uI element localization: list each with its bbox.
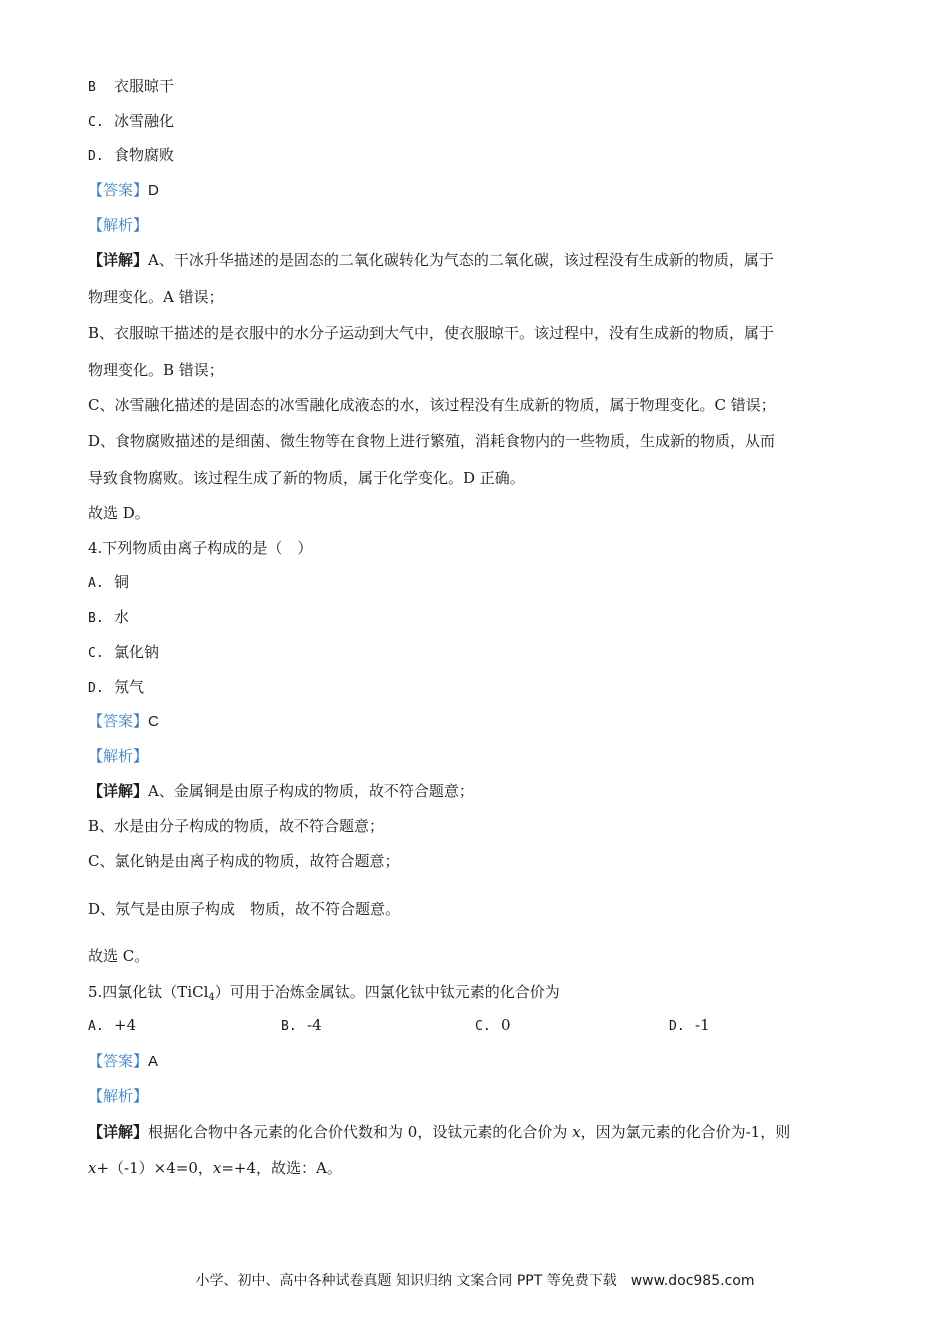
detail-text: =+4，故选：A。 (221, 1159, 342, 1177)
option-key: C. (88, 115, 104, 130)
q4-detail-d: D、氖气是由原子构成 物质，故不符合题意。 (88, 900, 401, 918)
q4-option-b (88, 607, 129, 629)
answer-value: A (148, 1053, 159, 1070)
q4-detail-c: C、氯化钠是由离子构成的物质，故符合题意； (88, 852, 400, 870)
page-footer: 小学、初中、高中各种试卷真题 知识归纳 文案合同 PPT 等免费下载 www.doc985.com (195, 1273, 755, 1289)
q4-analysis (88, 746, 148, 766)
option-key: B. (88, 611, 104, 626)
variable-x: x (212, 1159, 222, 1177)
analysis-label: 【解析】 (88, 1087, 149, 1105)
option-text: 氖气 (114, 678, 145, 696)
q5-detail-line2 (88, 1158, 342, 1178)
option-text: 0 (501, 1016, 511, 1034)
q4-answer (88, 711, 159, 732)
variable-x: x (88, 1159, 97, 1177)
q5-question (88, 982, 560, 1008)
option-text: 食物腐败 (114, 146, 175, 164)
q3-detail-line7: 导致食物腐败。该过程生成了新的物质，属于化学变化。D 正确。 (88, 469, 525, 487)
q3-option-b (88, 76, 174, 98)
detail-text: ，因为氯元素的化合价为-1，则 (580, 1123, 791, 1141)
option-key: A. (88, 1019, 104, 1034)
detail-label: 【详解】 (88, 782, 149, 800)
q5-option-a (88, 1016, 136, 1034)
q3-option-d (88, 145, 174, 167)
option-text: -1 (695, 1016, 710, 1034)
option-text: 冰雪融化 (114, 112, 175, 130)
q5-detail-line1 (88, 1122, 790, 1142)
option-key: B (88, 80, 96, 95)
question-text-post: ）可用于冶炼金属钛。四氯化钛中钛元素的化合价为 (214, 983, 560, 1001)
answer-label: 【答案】 (88, 1052, 149, 1070)
detail-text: +（-1）×4=0， (96, 1159, 213, 1177)
q5-option-d (669, 1016, 710, 1034)
option-text: 水 (114, 608, 130, 626)
answer-label: 【答案】 (88, 712, 149, 730)
q3-option-c (88, 111, 174, 133)
q3-answer (88, 180, 159, 201)
q4-detail-a (88, 781, 474, 801)
option-text: -4 (307, 1016, 322, 1034)
detail-label: 【详解】 (88, 1123, 149, 1141)
answer-label: 【答案】 (88, 181, 149, 199)
option-key: A. (88, 576, 104, 591)
q4-conclusion: 故选 C。 (88, 947, 150, 965)
q3-detail-line6: D、食物腐败描述的是细菌、微生物等在食物上进行繁殖，消耗食物内的一些物质，生成新的物质，从而 (88, 432, 776, 450)
option-key: C. (88, 646, 104, 661)
q3-detail-line3: B、衣服晾干描述的是衣服中的水分子运动到大气中，使衣服晾干。该过程中，没有生成新的物质，属于 (88, 324, 775, 342)
option-key: D. (88, 149, 104, 164)
q5-answer (88, 1051, 158, 1072)
q3-conclusion: 故选 D。 (88, 504, 150, 522)
variable-x: x (572, 1123, 581, 1141)
q5-option-c (475, 1016, 511, 1034)
question-subscript: 4 (208, 992, 215, 1003)
q4-option-c (88, 642, 159, 664)
analysis-label: 【解析】 (88, 747, 149, 765)
option-text: 衣服晾干 (114, 77, 175, 95)
q3-detail-line5: C、冰雪融化描述的是固态的冰雪融化成液态的水，该过程没有生成新的物质，属于物理变化。C 错误； (88, 396, 776, 414)
question-text-pre: 5.四氯化钛（TiCl (88, 983, 209, 1001)
detail-text: 根据化合物中各元素的化合价代数和为 0，设钛元素的化合价为 (148, 1123, 573, 1141)
q5-analysis (88, 1086, 148, 1106)
option-key: D. (88, 681, 104, 696)
option-key: D. (669, 1019, 685, 1034)
answer-value: C (148, 713, 159, 730)
option-text: +4 (114, 1016, 137, 1034)
q3-detail-line1 (88, 250, 774, 270)
detail-label: 【详解】 (88, 251, 149, 269)
q4-detail-b: B、水是由分子构成的物质，故不符合题意； (88, 817, 385, 835)
q4-option-a (88, 572, 129, 594)
option-key: B. (281, 1019, 297, 1034)
q3-detail-line2: 物理变化。A 错误； (88, 288, 224, 306)
analysis-label: 【解析】 (88, 216, 149, 234)
detail-text: A、金属铜是由原子构成的物质，故不符合题意； (148, 782, 474, 800)
q3-detail-line4: 物理变化。B 错误； (88, 361, 224, 379)
q4-option-d (88, 677, 144, 699)
q4-question: 4.下列物质由离子构成的是（ ） (88, 539, 313, 557)
q3-analysis (88, 215, 148, 235)
answer-value: D (148, 182, 159, 199)
q5-options (88, 1016, 888, 1036)
option-text: 铜 (114, 573, 130, 591)
detail-text: A、干冰升华描述的是固态的二氧化碳转化为气态的二氧化碳，该过程没有生成新的物质，属于 (148, 251, 774, 269)
option-text: 氯化钠 (114, 643, 160, 661)
option-key: C. (475, 1019, 491, 1034)
q5-option-b (281, 1016, 322, 1034)
